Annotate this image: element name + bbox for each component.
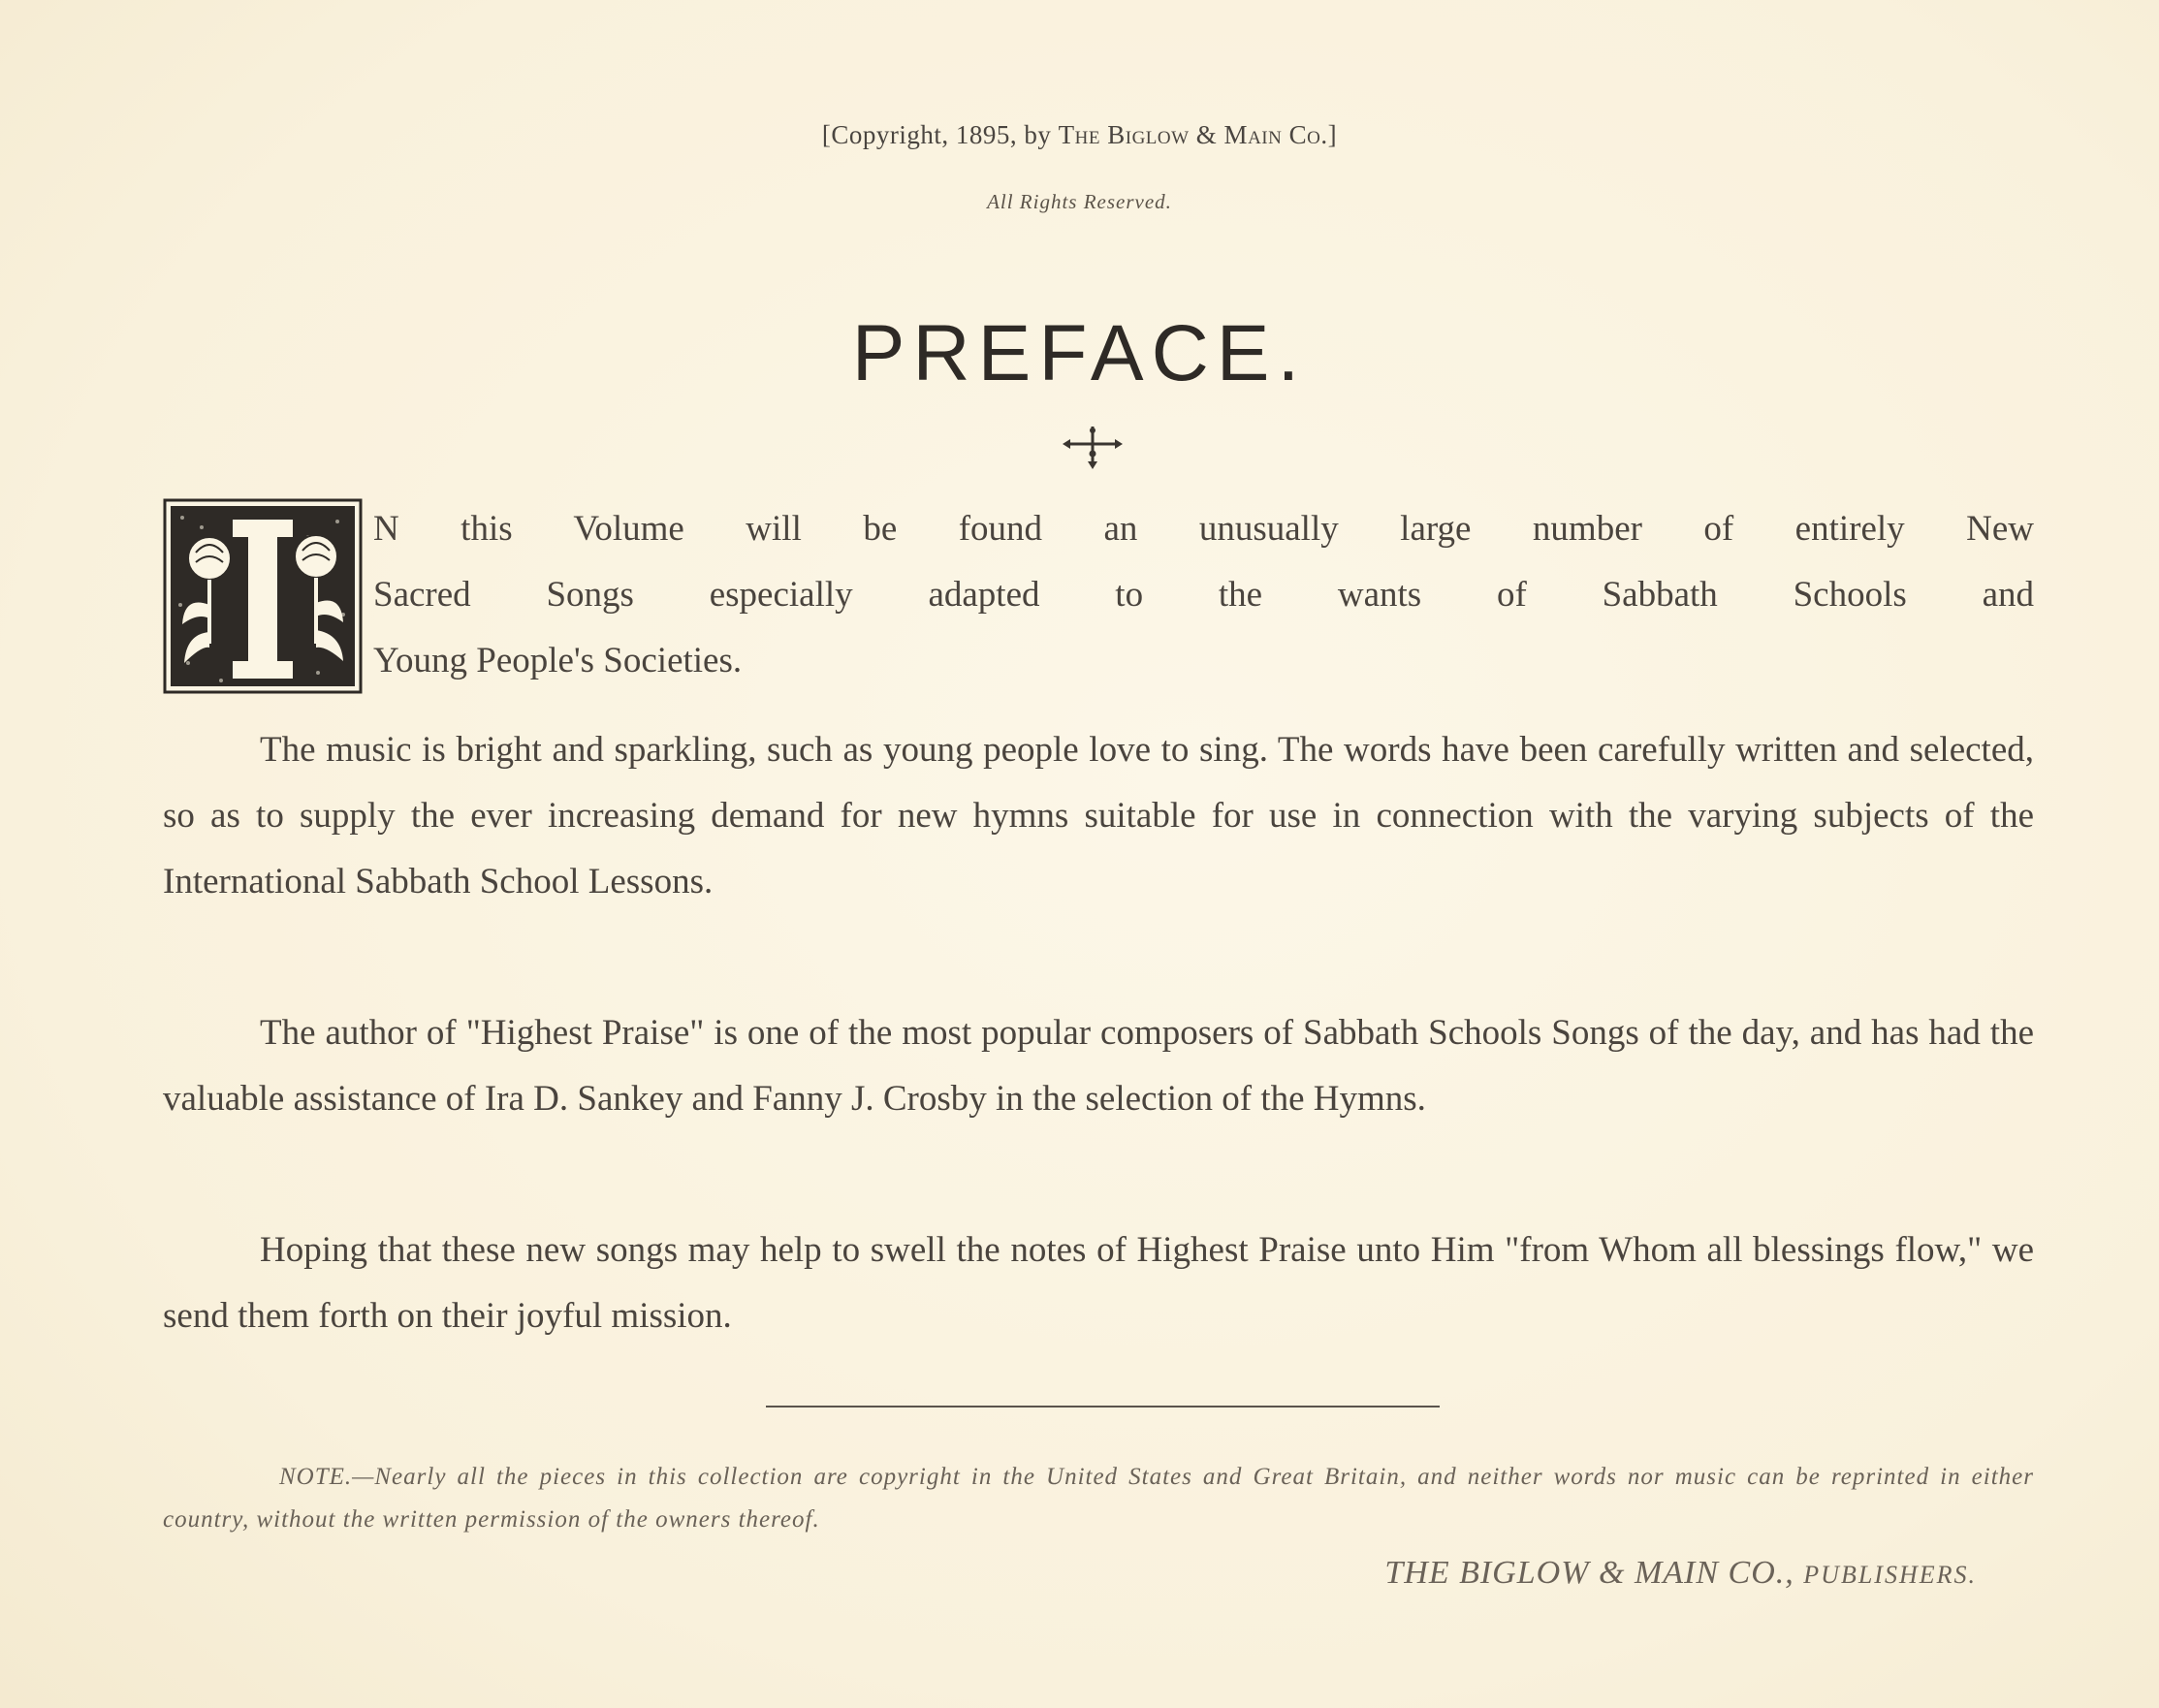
copyright-company: The Biglow & Main Co.: [1058, 120, 1328, 149]
paragraph-1-line-2: Sacred Songs especially adapted to the wants of Sabbath Schools and: [373, 575, 2034, 615]
paragraph-2: The music is bright and sparkling, such as young people love to sing. The words have been carefully written and selected, so as to supply the ever increasing demand for new hymns suitable for use in connection with the varying subjects of the International Sabbath School Lessons.: [163, 730, 2034, 901]
decorative-dropcap: [163, 498, 363, 694]
paragraph-4: Hoping that these new songs may help to swell the notes of Highest Praise unto Him "from Whom all blessings flow," we send them forth on their joyful mission.: [163, 1230, 2034, 1336]
paragraph-3: The author of "Highest Praise" is one of the most popular composers of Sabbath Schools Songs of the day, and has had the valuable assistance of Ira D. Sankey and Fanny J. Crosby in the selection of the Hymns.: [163, 1013, 2034, 1119]
page-title: PREFACE.: [851, 309, 1308, 397]
divider-rule: [766, 1406, 1440, 1408]
publisher-name: THE BIGLOW & MAIN CO.,: [1384, 1555, 1794, 1591]
copyright-close: ]: [1327, 120, 1338, 149]
copyright-note: NOTE.—Nearly all the pieces in this collection are copyright in the United States and Great Britain, and neither words nor music can be reprinted in either country, without the written permission of the owners thereof.: [163, 1464, 2034, 1533]
publisher-role: PUBLISHERS.: [1803, 1561, 1977, 1589]
copyright-line: [0, 120, 2159, 150]
copyright-open: [Copyright, 1895, by: [821, 120, 1059, 149]
svg-text:I: I: [261, 636, 265, 647]
paragraph-1: [373, 496, 2034, 694]
rights-reserved: All Rights Reserved.: [987, 190, 1172, 213]
publisher-line: [1384, 1555, 1977, 1592]
paragraph-1-line-3: Young People's Societies.: [373, 641, 743, 680]
paragraph-1-line-1: N this Volume will be found an unusually large number of entirely New: [373, 509, 2034, 549]
fleuron-ornament-icon: [1059, 423, 1127, 471]
